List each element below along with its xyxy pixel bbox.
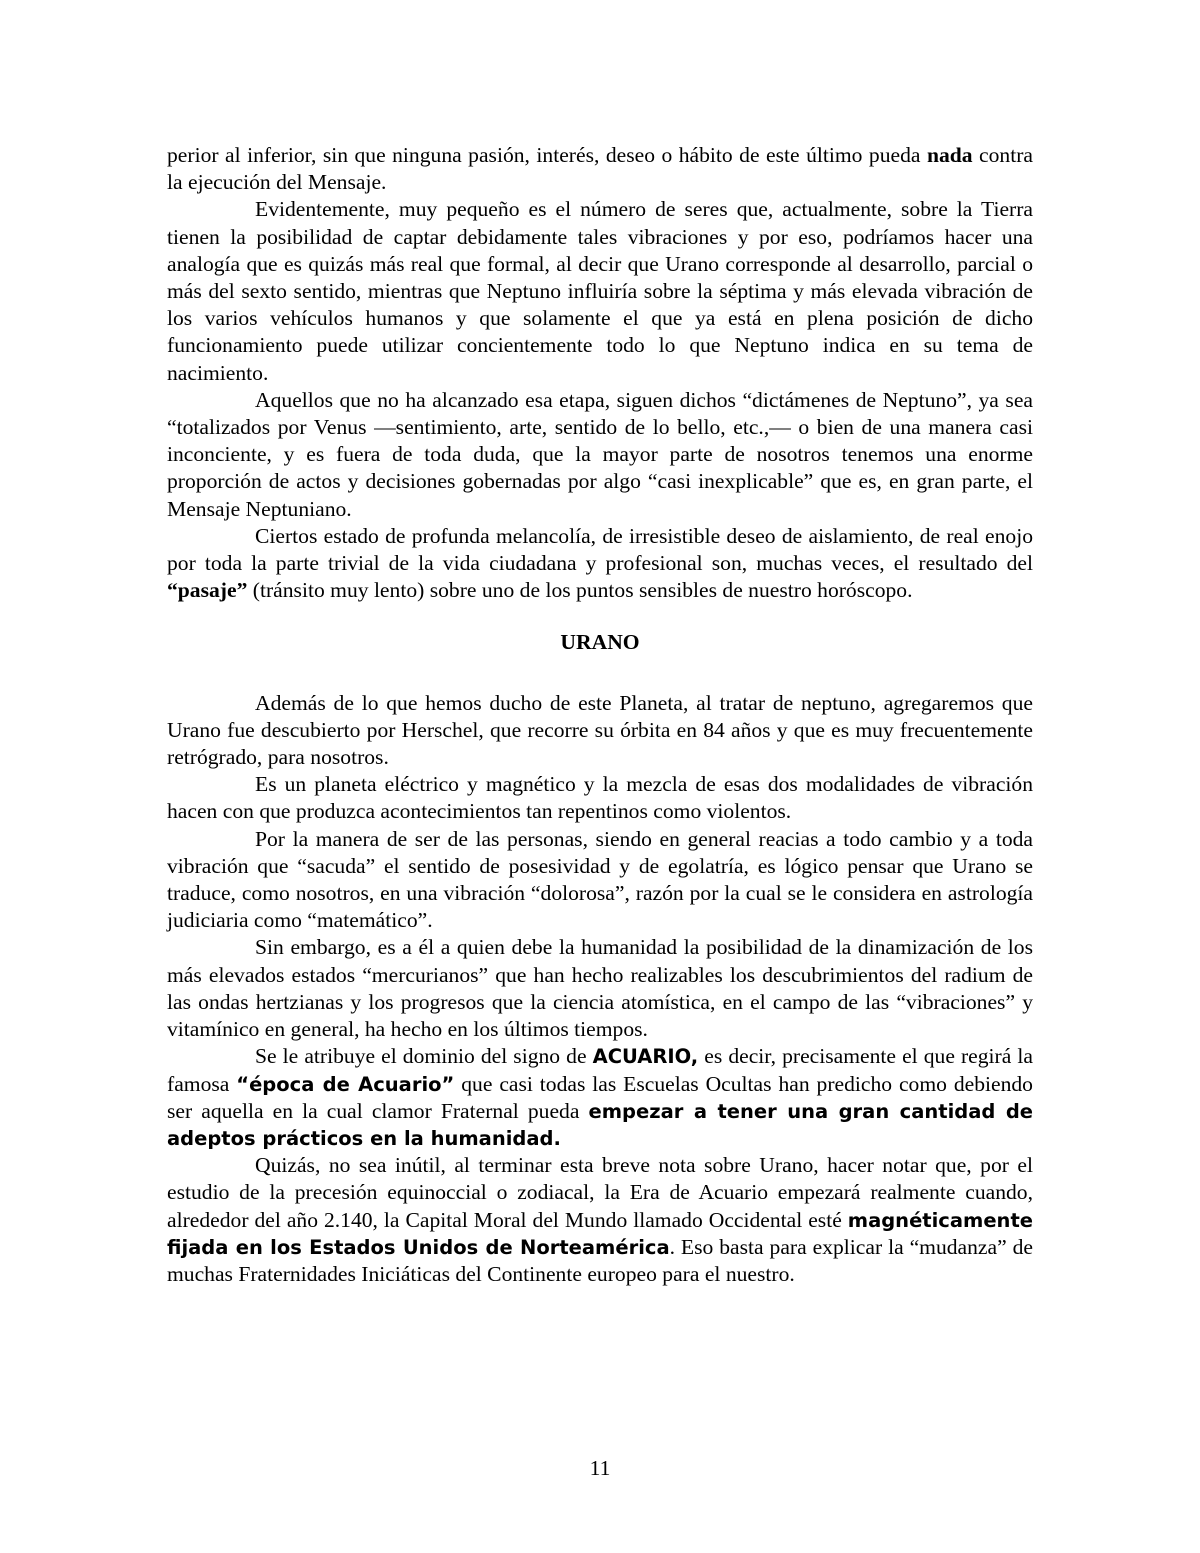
- text-run: perior al inferior, sin que ninguna pasión, interés, deseo o hábito de este último pueda: [167, 143, 927, 167]
- paragraph-1: [167, 142, 1033, 196]
- bold-text: ACUARIO,: [592, 1045, 699, 1069]
- paragraph-6: Es un planeta eléctrico y magnético y la mezcla de esas dos modalidades de vibración hacen con que produzca acontecimientos tan repentinos como violentos.: [167, 772, 1033, 824]
- text-run: es decir, precisamente el que regirá la famosa: [167, 1044, 1033, 1096]
- paragraph-8: Sin embargo, es a él a quien debe la humanidad la posibilidad de la dinamización de los más elevados estados “mercurianos” que han hecho realizables los descubrimientos del radium de las ondas hertzianas y los progresos que la ciencia atomística, en el campo de las “vibraciones” y vitamínico en general, ha hecho en los últimos tiempos.: [167, 935, 1033, 1042]
- page-number: 11: [589, 1456, 611, 1480]
- paragraph-10: [167, 1152, 1033, 1288]
- paragraph-9: [167, 1043, 1033, 1152]
- text-run: Se le atribuye el dominio del signo de: [255, 1044, 593, 1069]
- bold-text: magnéticamente fijada en los Estados Unidos de Norteamérica: [167, 1208, 1033, 1259]
- paragraph-7: Por la manera de ser de las personas, siendo en general reacias a todo cambio y a toda vibración que “sacuda” el sentido de posesividad y de egolatría, es lógico pensar que Urano se traduce, como nosotros, en una vibración “dolorosa”, razón por la cual se le considera en astrología judiciaria como “matemático”.: [167, 826, 1033, 933]
- text-run: (tránsito muy lento) sobre uno de los puntos sensibles de nuestro horóscopo.: [247, 578, 913, 603]
- paragraph-2: Evidentemente, muy pequeño es el número de seres que, actualmente, sobre la Tierra tienen la posibilidad de captar debidamente tales vibraciones y por eso, podríamos hacer una analogía que es quizás más real que formal, al decir que Urano corresponde al desarrollo, parcial o más del sexto sentido, mientras que Neptuno influiría sobre la séptima y más elevada vibración de los varios vehículos humanos y que solamente el que ya está en plena posición de dicho funcionamiento puede utilizar concientemente todo lo que Neptuno indica en su tema de nacimiento.: [167, 197, 1033, 385]
- section-heading: URANO: [560, 630, 640, 655]
- body-text: [167, 142, 1033, 1288]
- paragraph-4: [167, 523, 1033, 605]
- bold-text: nada: [926, 143, 973, 167]
- bold-text: “época de Acuario”: [236, 1072, 455, 1096]
- text-run: contra la ejecución del Mensaje.: [167, 143, 1033, 195]
- paragraph-5: Además de lo que hemos ducho de este Planeta, al tratar de neptuno, agregaremos que Urano fue descubierto por Herschel, que recorre su órbita en 84 años y que es muy frecuentemente retrógrado, para nosotros.: [167, 690, 1033, 770]
- text-run: que casi todas las Escuelas Ocultas han predicho como debiendo ser aquella en la cual clamor Fraternal pueda: [167, 1071, 1033, 1123]
- bold-text: “pasaje”: [167, 578, 248, 603]
- text-run: . Eso basta para explicar la “mudanza” de muchas Fraternidades Iniciáticas del Continente europeo para el nuestro.: [167, 1234, 1033, 1286]
- paragraph-3: Aquellos que no ha alcanzado esa etapa, siguen dichos “dictámenes de Neptuno”, ya sea “totalizados por Venus —sentimiento, arte, sentido de lo bello, etc.,— o bien de una manera casi inconciente, y es fuera de toda duda, que la mayor parte de nosotros tenemos una enorme proporción de actos y decisiones gobernadas por algo “casi inexplicable” que es, en gran parte, el Mensaje Neptuniano.: [167, 387, 1033, 521]
- bold-text: empezar a tener una gran cantidad de adeptos prácticos en la humanidad.: [167, 1099, 1034, 1150]
- text-run: Ciertos estado de profunda melancolía, de irresistible deseo de aislamiento, de real enojo por toda la parte trivial de la vida ciudadana y profesional son, muchas veces, el resultado del: [167, 523, 1033, 576]
- text-run: Quizás, no sea inútil, al terminar esta breve nota sobre Urano, hacer notar que, por el estudio de la precesión equinoccial o zodiacal, la Era de Acuario empezará realmente cuando, alrededor del año 2.140, la Capital Moral del Mundo llamado Occidental esté: [167, 1153, 1033, 1232]
